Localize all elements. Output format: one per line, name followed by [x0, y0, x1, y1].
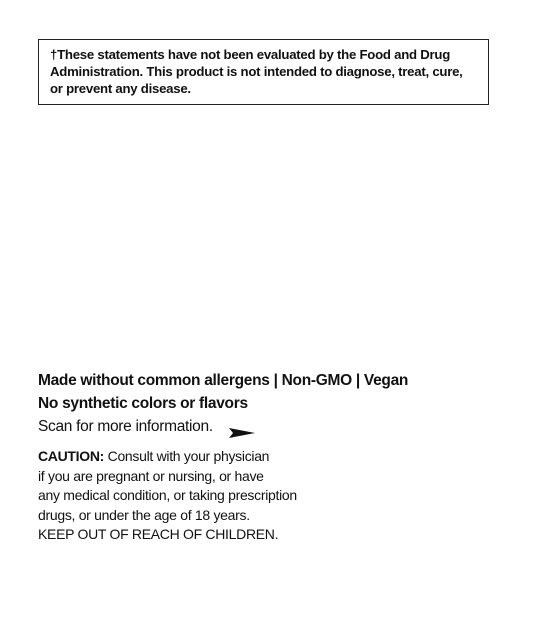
fda-disclaimer-box — [38, 39, 489, 105]
caution-line-3: any medical condition, or taking prescription — [38, 487, 297, 503]
caution-line-2: if you are pregnant or nursing, or have — [38, 467, 264, 484]
caution-label: CAUTION: — [38, 448, 105, 464]
caution-line-4: drugs, or under the age of 18 years. — [38, 506, 250, 523]
arrow-right-icon — [229, 422, 255, 432]
caution-line-1 — [38, 447, 458, 467]
scan-info — [38, 415, 518, 438]
synthetic-claim: No synthetic colors or flavors — [38, 395, 248, 412]
caution-line-1-text: Consult with your physician — [104, 448, 270, 464]
scan-text: Scan for more information. — [38, 418, 213, 435]
keep-out-of-reach: KEEP OUT OF REACH OF CHILDREN. — [38, 526, 279, 542]
product-claims — [38, 369, 518, 438]
caution-section — [38, 447, 458, 545]
fda-disclaimer-text: †These statements have not been evaluated by the Food and Drug Administration. This product is not intended to diagnose, treat, cure, or prevent any disease. — [50, 47, 463, 96]
allergen-claim: Made without common allergens | Non-GMO | Vegan — [38, 372, 409, 389]
